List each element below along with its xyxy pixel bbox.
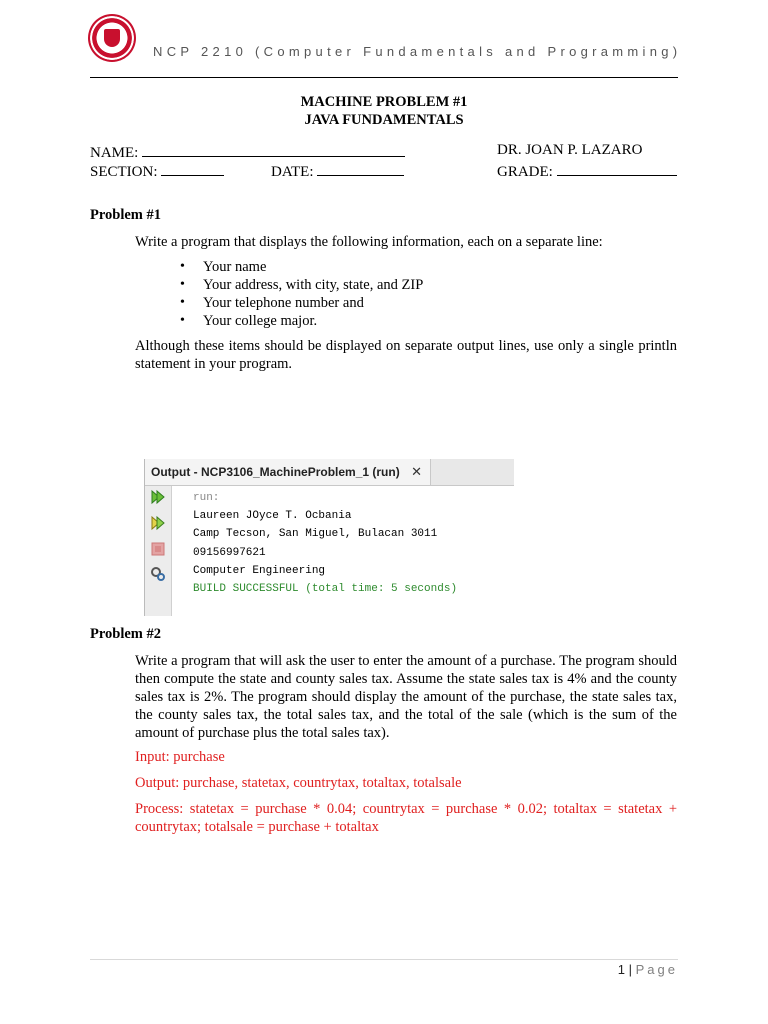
- footer-rule: [90, 959, 678, 960]
- output-tab-title: Output - NCP3106_MachineProblem_1 (run): [151, 465, 400, 479]
- list-item: • Your address, with city, state, and ZIP: [180, 276, 423, 294]
- problem2-body: Write a program that will ask the user to enter the amount of a purchase. The program should then compute the state and county sales tax. Assume the state sales tax is 4% and the county sales tax is 2%. The program should display the amount of the purchase, the state sales tax, the county sales tax, the total sales tax, and the total of the sale (which is the sum of the amount of purchase plus the total sales tax).: [135, 653, 677, 741]
- list-item: • Your name: [180, 258, 423, 276]
- problem2-process: Process: statetax = purchase * 0.04; countrytax = purchase * 0.02; totaltax = statetax + countrytax; totalsale = purchase + totaltax: [135, 801, 677, 835]
- grade-blank: [557, 161, 677, 176]
- section-field: [90, 161, 224, 181]
- output-tab-bar: [145, 459, 514, 486]
- problem1-heading: Problem #1: [90, 207, 162, 223]
- problem1-list: [180, 258, 423, 330]
- page-number: 1: [617, 962, 625, 977]
- console-output: [193, 489, 457, 598]
- console-line-run: run:: [193, 492, 220, 504]
- rerun-with-params-icon[interactable]: [150, 515, 166, 531]
- list-item: • Your telephone number and: [180, 294, 423, 312]
- course-header: NCP 2210 (Computer Fundamentals and Programming): [153, 44, 682, 59]
- problem1-note: Although these items should be displayed on separate output lines, use only a single println statement in your program.: [135, 338, 677, 372]
- name-blank: [142, 142, 405, 157]
- date-blank: [317, 161, 404, 176]
- name-field: [90, 142, 405, 162]
- console-line-major: Computer Engineering: [193, 564, 326, 577]
- section-blank: [161, 161, 224, 176]
- console-line-address: Camp Tecson, San Miguel, Bulacan 3011: [193, 528, 438, 541]
- close-icon[interactable]: ✕: [411, 464, 422, 479]
- page-label: Page: [635, 962, 678, 977]
- university-seal-logo: [88, 14, 136, 62]
- date-field: [271, 161, 404, 181]
- output-tab[interactable]: [145, 459, 431, 485]
- section-label: SECTION:: [90, 164, 158, 180]
- instructor-name: DR. JOAN P. LAZARO: [497, 142, 643, 158]
- ide-output-panel: [144, 459, 514, 616]
- date-label: DATE:: [271, 164, 314, 180]
- settings-icon[interactable]: [150, 566, 166, 582]
- grade-label: GRADE:: [497, 164, 553, 180]
- page-footer: [560, 962, 678, 977]
- document-title: MACHINE PROBLEM #1: [300, 94, 468, 110]
- console-line-phone: 09156997621: [193, 546, 266, 559]
- document-subtitle: JAVA FUNDAMENTALS: [304, 112, 464, 128]
- grade-field: [497, 161, 677, 181]
- problem1-intro: Write a program that displays the following information, each on a separate line:: [135, 234, 603, 250]
- problem2-heading: Problem #2: [90, 626, 162, 642]
- stop-icon[interactable]: [150, 541, 166, 557]
- header-rule: [90, 77, 678, 78]
- console-line-name: Laureen JOyce T. Ocbania: [193, 510, 352, 523]
- output-toolbar: [145, 486, 172, 616]
- rerun-icon[interactable]: [150, 489, 166, 505]
- console-line-build: BUILD SUCCESSFUL (total time: 5 seconds): [193, 583, 458, 596]
- problem2-output: Output: purchase, statetax, countrytax, totaltax, totalsale: [135, 775, 462, 791]
- page-separator: |: [628, 962, 632, 977]
- list-item: • Your college major.: [180, 312, 423, 330]
- name-label: NAME:: [90, 145, 139, 161]
- problem2-input: Input: purchase: [135, 749, 225, 765]
